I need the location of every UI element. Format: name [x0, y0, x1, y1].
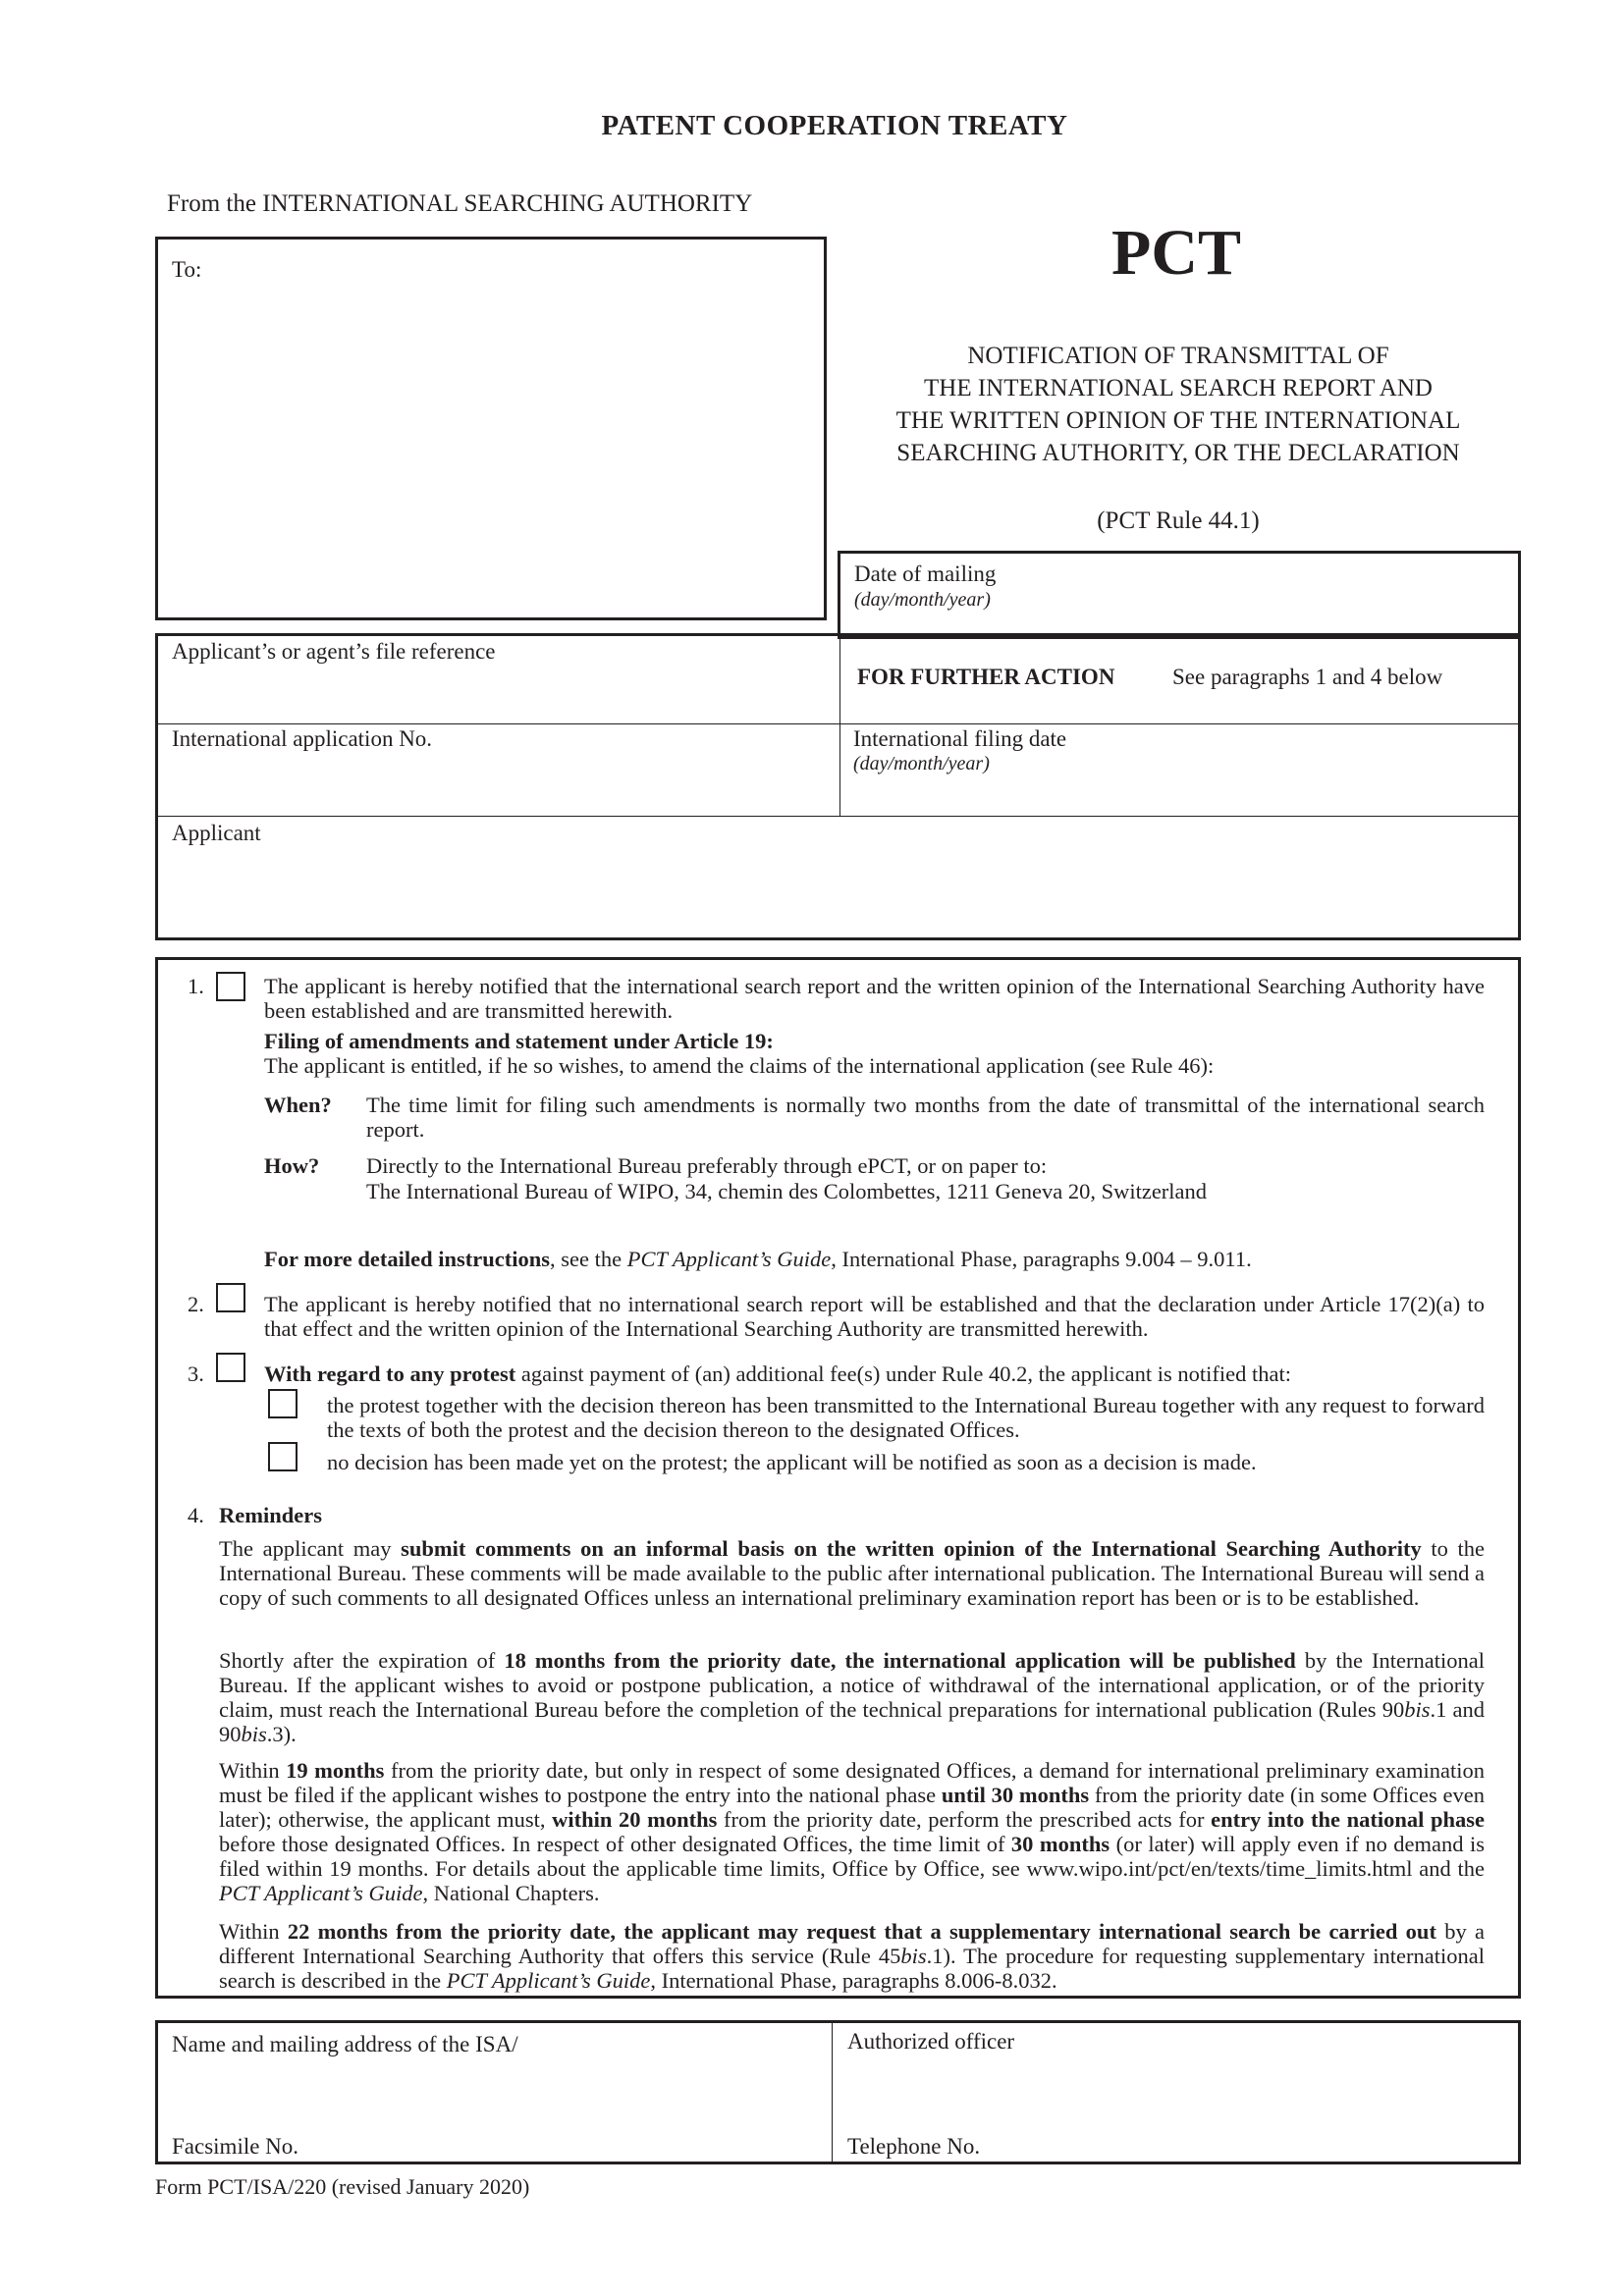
section-1-checkbox[interactable]: [216, 972, 245, 1001]
pct-rule: (PCT Rule 44.1): [1097, 507, 1260, 534]
protest-pending-checkbox[interactable]: [268, 1442, 298, 1471]
notification-line: THE WRITTEN OPINION OF THE INTERNATIONAL: [895, 407, 1461, 434]
date-of-mailing-box[interactable]: [838, 551, 1521, 639]
article-19-heading: Filing of amendments and statement under Article 19:: [264, 1029, 774, 1053]
protest-transmitted-text: the protest together with the decision thereon has been transmitted to the International Bureau together with any request to forward the texts of both the protest and the decision thereon to the designated Offices.: [327, 1393, 1485, 1442]
section-3-text: With regard to any protest against payment of (an) additional fee(s) under Rule 40.2, the applicant is notified that:: [264, 1362, 1292, 1386]
section-2-checkbox[interactable]: [216, 1283, 245, 1312]
telephone-field[interactable]: Telephone No.: [847, 2134, 981, 2159]
wipo-address: The International Bureau of WIPO, 34, chemin des Colombettes, 1211 Geneva 20, Switzerland: [366, 1179, 1208, 1203]
section-4-number: 4.: [188, 1503, 204, 1527]
form-number: Form PCT/ISA/220 (revised January 2020): [155, 2174, 530, 2199]
further-action-note: See paragraphs 1 and 4 below: [1172, 665, 1443, 689]
reminder-national-phase: Within 19 months from the priority date, but only in respect of some designated Offices, a demand for international preliminary examination must be filed if the applicant wishes to postpone the entry into the national phase until 30 months from the priority date (in some Offices even later); otherwise, the applicant must, within 20 months from the priority date, perform the prescribed acts for entry into the national phase before those designated Offices. In respect of other designated Offices, the time limit of 30 months (or later) will apply even if no demand is filed within 19 months. For details about the applicable time limits, Office by Office, see www.wipo.int/pct/en/texts/time_limits.html and the PCT Applicant’s Guide, National Chapters.: [219, 1758, 1485, 1905]
section-1-text: The applicant is hereby notified that the international search report and the written opinion of the International Searching Authority have been established and are transmitted herewith.: [264, 974, 1485, 1023]
application-details-box: [155, 633, 1521, 940]
notification-line: SEARCHING AUTHORITY, OR THE DECLARATION: [896, 440, 1460, 466]
authority-contact-box: [155, 2020, 1521, 2164]
section-3-checkbox[interactable]: [216, 1353, 245, 1382]
protest-pending-text: no decision has been made yet on the protest; the applicant will be notified as soon as a decision is made.: [327, 1450, 1257, 1474]
section-1-number: 1.: [188, 974, 204, 998]
facsimile-field[interactable]: Facsimile No.: [172, 2134, 299, 2159]
authorized-officer-field[interactable]: Authorized officer: [847, 2029, 1015, 2054]
reminders-heading: Reminders: [219, 1503, 322, 1527]
reminder-comments: The applicant may submit comments on an informal basis on the written opinion of the International Searching Authority to the International Bureau. These comments will be made available to the public after international publication. The International Bureau will send a copy of such comments to all designated Offices unless an international preliminary examination report has been or is to be established.: [219, 1536, 1485, 1610]
date-format: (day/month/year): [854, 589, 991, 611]
pct-heading: PCT: [1111, 217, 1241, 289]
notices-box: [155, 957, 1521, 1999]
reminder-publication: Shortly after the expiration of 18 months from the priority date, the international application will be published by the International Bureau. If the applicant wishes to avoid or postpone publication, a notice of withdrawal of the international application, or of the priority claim, must reach the International Bureau before the completion of the technical preparations for international publication (Rules 90bis.1 and 90bis.3).: [219, 1648, 1485, 1746]
notification-title: [833, 340, 1524, 469]
to-label: To:: [172, 257, 202, 282]
further-action-label: FOR FURTHER ACTION: [857, 665, 1115, 689]
when-label: When?: [264, 1093, 332, 1117]
how-text: Directly to the International Bureau preferably through ePCT, or on paper to:: [366, 1153, 1048, 1178]
application-number-field[interactable]: International application No.: [172, 726, 433, 751]
instructions-line: For more detailed instructions, see the PCT Applicant’s Guide, International Phase, paragraphs 9.004 – 9.011.: [264, 1247, 1252, 1271]
isa-address-field[interactable]: Name and mailing address of the ISA/: [172, 2032, 518, 2056]
section-2-number: 2.: [188, 1292, 204, 1316]
applicant-field[interactable]: Applicant: [172, 821, 261, 845]
section-3-number: 3.: [188, 1362, 204, 1386]
form-title: PATENT COOPERATION TREATY: [601, 110, 1068, 141]
filing-date-format: (day/month/year): [853, 753, 990, 774]
how-label: How?: [264, 1153, 320, 1178]
when-text: The time limit for filing such amendments is normally two months from the date of transmittal of the international search report.: [366, 1093, 1485, 1142]
protest-transmitted-checkbox[interactable]: [268, 1389, 298, 1418]
notification-line: THE INTERNATIONAL SEARCH REPORT AND: [924, 375, 1433, 401]
reminder-supplementary-search: Within 22 months from the priority date, the applicant may request that a supplementary international search be carried out by a different International Searching Authority that offers this service (Rule 45bis.1). The procedure for requesting supplementary international search is described in the PCT Applicant’s Guide, International Phase, paragraphs 8.006-8.032.: [219, 1919, 1485, 1993]
filing-date-field[interactable]: International filing date: [853, 726, 1067, 751]
section-2-text: The applicant is hereby notified that no international search report will be established and that the declaration under Article 17(2)(a) to that effect and the written opinion of the International Searching Authority are transmitted herewith.: [264, 1292, 1485, 1341]
file-reference-field[interactable]: Applicant’s or agent’s file reference: [172, 639, 496, 664]
notification-line: NOTIFICATION OF TRANSMITTAL OF: [967, 343, 1389, 369]
addressee-box[interactable]: [155, 237, 827, 620]
from-authority: From the INTERNATIONAL SEARCHING AUTHORITY: [167, 190, 753, 217]
date-of-mailing-label: Date of mailing: [854, 561, 997, 586]
article-19-entitled: The applicant is entitled, if he so wishes, to amend the claims of the international application (see Rule 46):: [264, 1053, 1215, 1078]
